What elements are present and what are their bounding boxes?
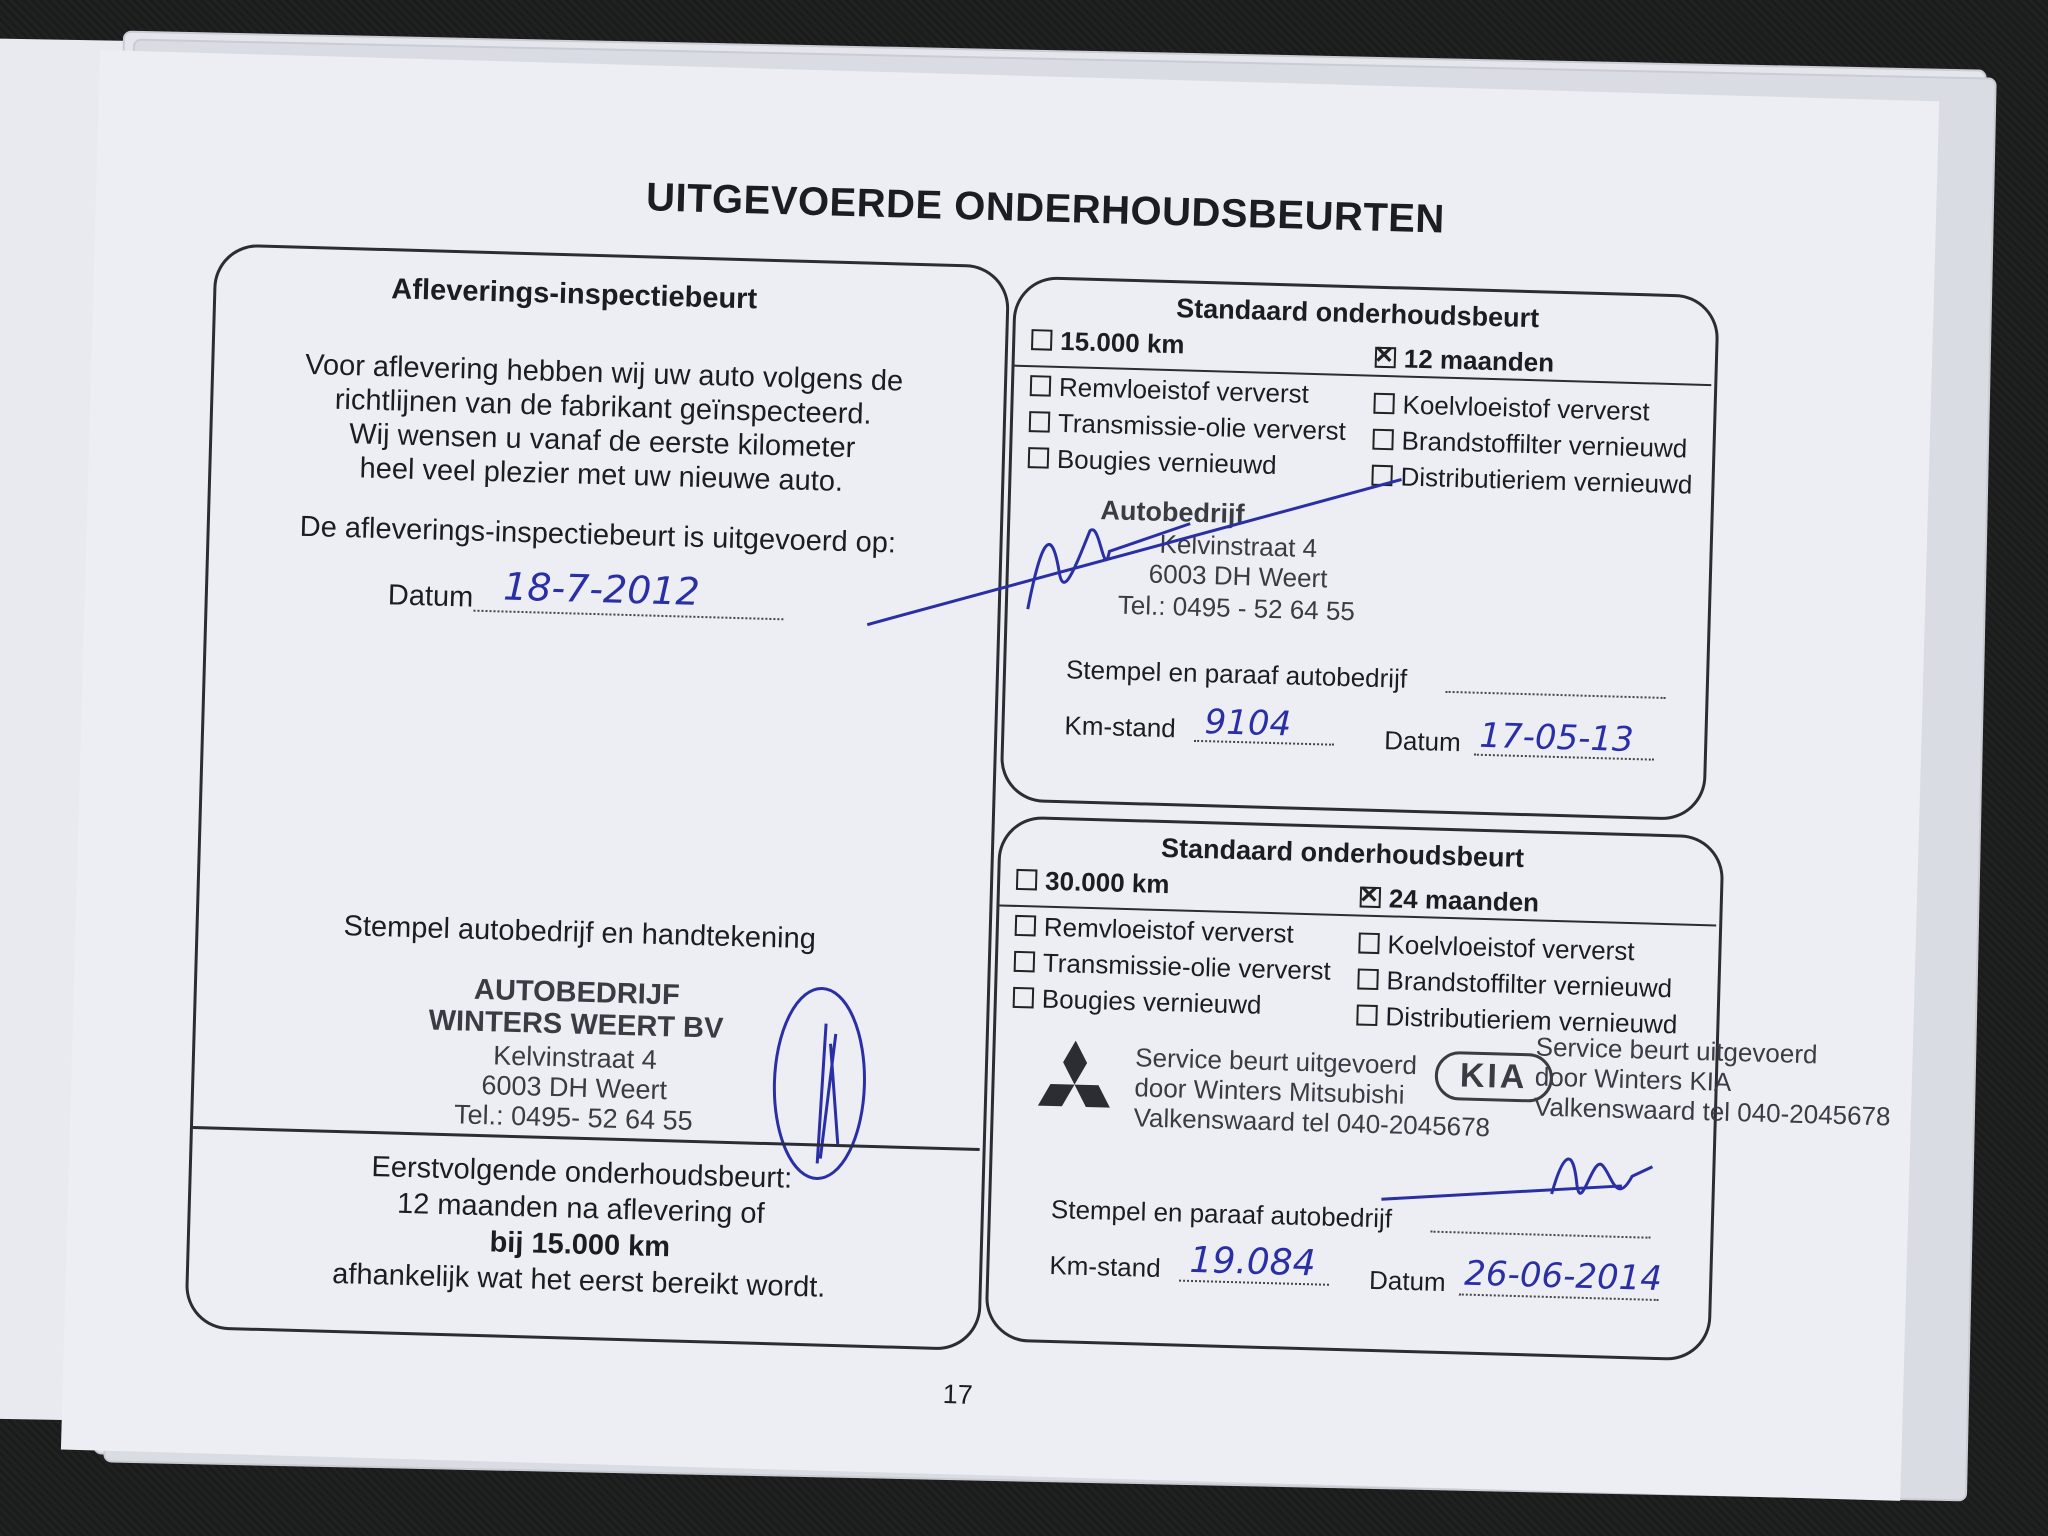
dealer-stamp-line1: AUTOBEDRIJF: [473, 973, 681, 1012]
service2-km-value: 19.084: [1189, 1239, 1317, 1285]
checkbox[interactable]: [1014, 951, 1036, 973]
service2-item-2: Bougies vernieuwd: [1012, 983, 1261, 1021]
done-line: De afleverings-inspectiebeurt is uitgevoerd op:: [299, 510, 897, 560]
dealer-stamp-city: 6003 DH Weert: [481, 1070, 668, 1106]
service1-stamp-city: 6003 DH Weert: [1148, 558, 1328, 594]
intro-line-4: heel veel plezier met uw nieuwe auto.: [359, 452, 844, 498]
service1-item-4: Brandstoffilter vernieuwd: [1372, 425, 1687, 465]
service2-stamp-line: [1430, 1231, 1650, 1239]
delivery-inspection-title: Afleverings-inspectiebeurt: [390, 273, 758, 316]
checkbox[interactable]: [1015, 915, 1037, 937]
booklet-page: [61, 50, 1939, 1501]
service-30000-box: [984, 815, 1891, 1361]
service1-months: ✕12 maanden: [1374, 343, 1554, 379]
service1-item-0: Remvloeistof ververst: [1030, 371, 1310, 410]
checkbox[interactable]: [1373, 393, 1395, 415]
service2-datum-value: 26-06-2014: [1463, 1253, 1663, 1300]
service1-stamp-label: Stempel en paraaf autobedrijf: [1065, 654, 1408, 694]
service1-item-1: Transmissie-olie ververst: [1029, 407, 1347, 447]
datum-label: Datum: [387, 579, 474, 614]
service-15000-box: [999, 276, 1719, 822]
signature-service1: [857, 424, 1423, 660]
service1-datum-label: Datum: [1383, 725, 1462, 758]
checkbox[interactable]: [1030, 375, 1052, 397]
months-checkbox[interactable]: [1375, 347, 1397, 369]
service1-datum-value: 17-05-13: [1478, 715, 1635, 761]
service1-item-3: Koelvloeistof ververst: [1373, 389, 1650, 428]
dealer-stamp-tel: Tel.: 0495- 52 64 55: [453, 1099, 694, 1136]
service2-item-5: Distributieriem vernieuwd: [1356, 1000, 1678, 1040]
service2-stamp-label: Stempel en paraaf autobedrijf: [1050, 1194, 1393, 1234]
service1-item-5: Distributieriem vernieuwd: [1371, 461, 1693, 501]
mitsubishi-logo-icon: [1023, 1039, 1125, 1132]
kia-stamp-line2: door Winters KIA: [1534, 1061, 1732, 1097]
service1-stamp-line: [1446, 691, 1666, 699]
service1-km-value: 9104: [1204, 702, 1292, 745]
service1-stamp-street: Kelvinstraat 4: [1159, 528, 1318, 564]
service2-datum-label: Datum: [1368, 1264, 1447, 1298]
service2-item-3: Koelvloeistof ververst: [1358, 928, 1635, 967]
service1-km-label: Km-stand: [1064, 710, 1177, 744]
service2-title: Standaard onderhoudsbeurt: [1160, 832, 1525, 874]
page-number: 17: [942, 1379, 974, 1410]
service2-item-1: Transmissie-olie ververst: [1013, 947, 1331, 987]
service2-km: 30.000 km: [1016, 865, 1170, 900]
checkbox[interactable]: [1358, 932, 1380, 954]
service1-stamp-tel: Tel.: 0495 - 52 64 55: [1117, 589, 1356, 627]
service1-km: 15.000 km: [1031, 325, 1185, 360]
mitsubishi-stamp-line1: Service beurt uitgevoerd: [1134, 1042, 1418, 1081]
service1-title: Standaard onderhoudsbeurt: [1175, 293, 1540, 334]
service2-months: ✕24 maanden: [1359, 883, 1539, 919]
dealer-stamp-street: Kelvinstraat 4: [492, 1040, 658, 1075]
delivery-date-handwritten: 18-7-2012: [502, 564, 701, 614]
kia-logo-icon: KIA: [1434, 1051, 1553, 1103]
service1-item-2: Bougies vernieuwd: [1028, 443, 1277, 481]
delivery-inspection-box: [184, 243, 1010, 1351]
checkbox[interactable]: [1013, 987, 1035, 1009]
kia-stamp-line3: Valkenswaard tel 040-2045678: [1533, 1091, 1891, 1132]
checkbox[interactable]: [1357, 968, 1379, 990]
service2-km-label: Km-stand: [1049, 1249, 1162, 1284]
service1-stamp-name: Autobedrijf: [1100, 495, 1245, 530]
next-service-line-2: 12 maanden na aflevering of: [396, 1187, 766, 1231]
kia-stamp-line1: Service beurt uitgevoerd: [1535, 1031, 1818, 1070]
mitsubishi-stamp-line2: door Winters Mitsubishi: [1134, 1072, 1405, 1110]
dealer-stamp-line2: WINTERS WEERT BV: [428, 1004, 724, 1045]
months-checkbox[interactable]: [1360, 887, 1382, 909]
next-service-line-1: Eerstvolgende onderhoudsbeurt:: [371, 1151, 793, 1195]
signature-service2: [1371, 1129, 1673, 1227]
stamp-label: Stempel autobedrijf en handtekening: [343, 910, 817, 956]
next-service-line-3: bij 15.000 km: [489, 1226, 671, 1264]
km-checkbox[interactable]: [1016, 869, 1038, 891]
page-heading: UITGEVOERDE ONDERHOUDSBEURTEN: [645, 175, 1446, 242]
mitsubishi-stamp-line3: Valkenswaard tel 040-2045678: [1133, 1102, 1491, 1143]
intro-line-3: Wij wensen u vanaf de eerste kilometer: [348, 418, 856, 465]
checkbox[interactable]: [1356, 1004, 1378, 1026]
next-service-line-4: afhankelijk wat het eerst bereikt wordt.: [331, 1257, 826, 1304]
service2-item-4: Brandstoffilter vernieuwd: [1357, 964, 1672, 1004]
service2-item-0: Remvloeistof ververst: [1014, 911, 1294, 950]
intro-line-2: richtlijnen van de fabrikant geïnspecteerd.: [334, 383, 872, 431]
intro-line-1: Voor aflevering hebben wij uw auto volgens de: [304, 348, 904, 398]
km-checkbox[interactable]: [1031, 329, 1053, 351]
